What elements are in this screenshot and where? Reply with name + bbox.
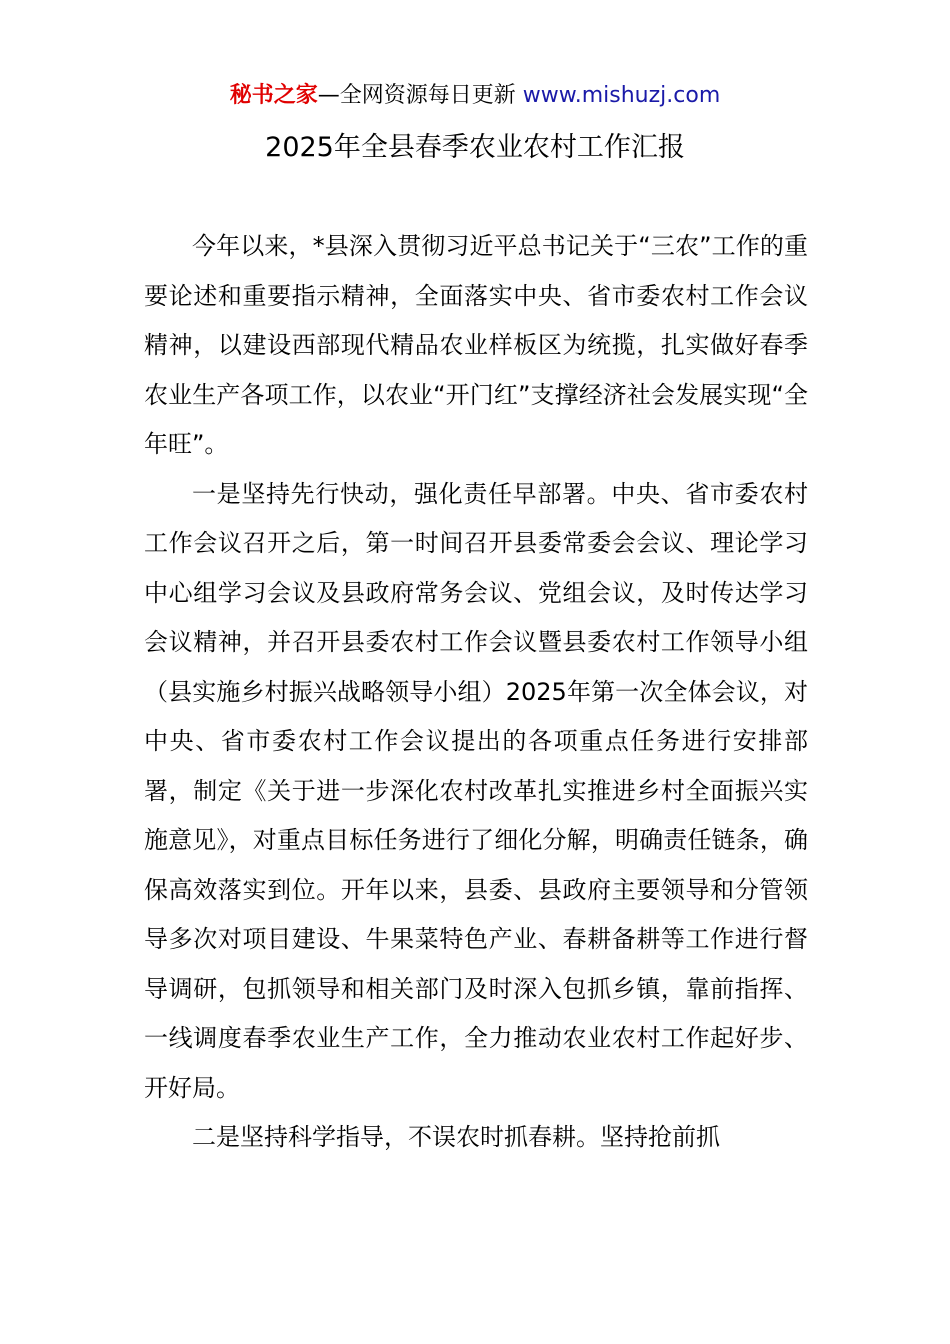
document-body [144, 222, 808, 1163]
site-name: 秘书之家 [229, 83, 318, 108]
document-title: 2025年全县春季农业农村工作汇报 [265, 132, 685, 163]
paragraph-point-two: 二是坚持科学指导，不误农时抓春耕。坚持抢前抓 [192, 1123, 720, 1151]
site-url-link[interactable]: www.mishuzj.com [522, 83, 721, 108]
paragraph-intro: 今年以来，*县深入贯彻习近平总书记关于“三农”工作的重要论述和重要指示精神，全面落实中央、省市委农村工作会议精神，以建设西部现代精品农业样板区为统揽，扎实做好春季农业生产各项工作，以农业“开门红”支撑经济社会发展实现“全年旺”。 [144, 232, 808, 458]
site-banner [0, 80, 950, 112]
paragraph-point-one: 一是坚持先行快动，强化责任早部署。中央、省市委农村工作会议召开之后，第一时间召开县委常委会会议、理论学习中心组学习会议及县政府常务会议、党组会议，及时传达学习会议精神，并召开县委农村工作会议暨县委农村工作领导小组（县实施乡村振兴战略领导小组）2025年第一次全体会议，对中央、省市委农村工作会议提出的各项重点任务进行安排部署，制定《关于进一步深化农村改革扎实推进乡村全面振兴实施意见》，对重点目标任务进行了细化分解，明确责任链条，确保高效落实到位。开年以来，县委、县政府主要领导和分管领导多次对项目建设、牛果菜特色产业、春耕备耕等工作进行督导调研，包抓领导和相关部门及时深入包抓乡镇，靠前指挥、一线调度春季农业生产工作，全力推动农业农村工作起好步、开好局。 [144, 479, 808, 1102]
site-slogan: —全网资源每日更新 [317, 83, 516, 108]
